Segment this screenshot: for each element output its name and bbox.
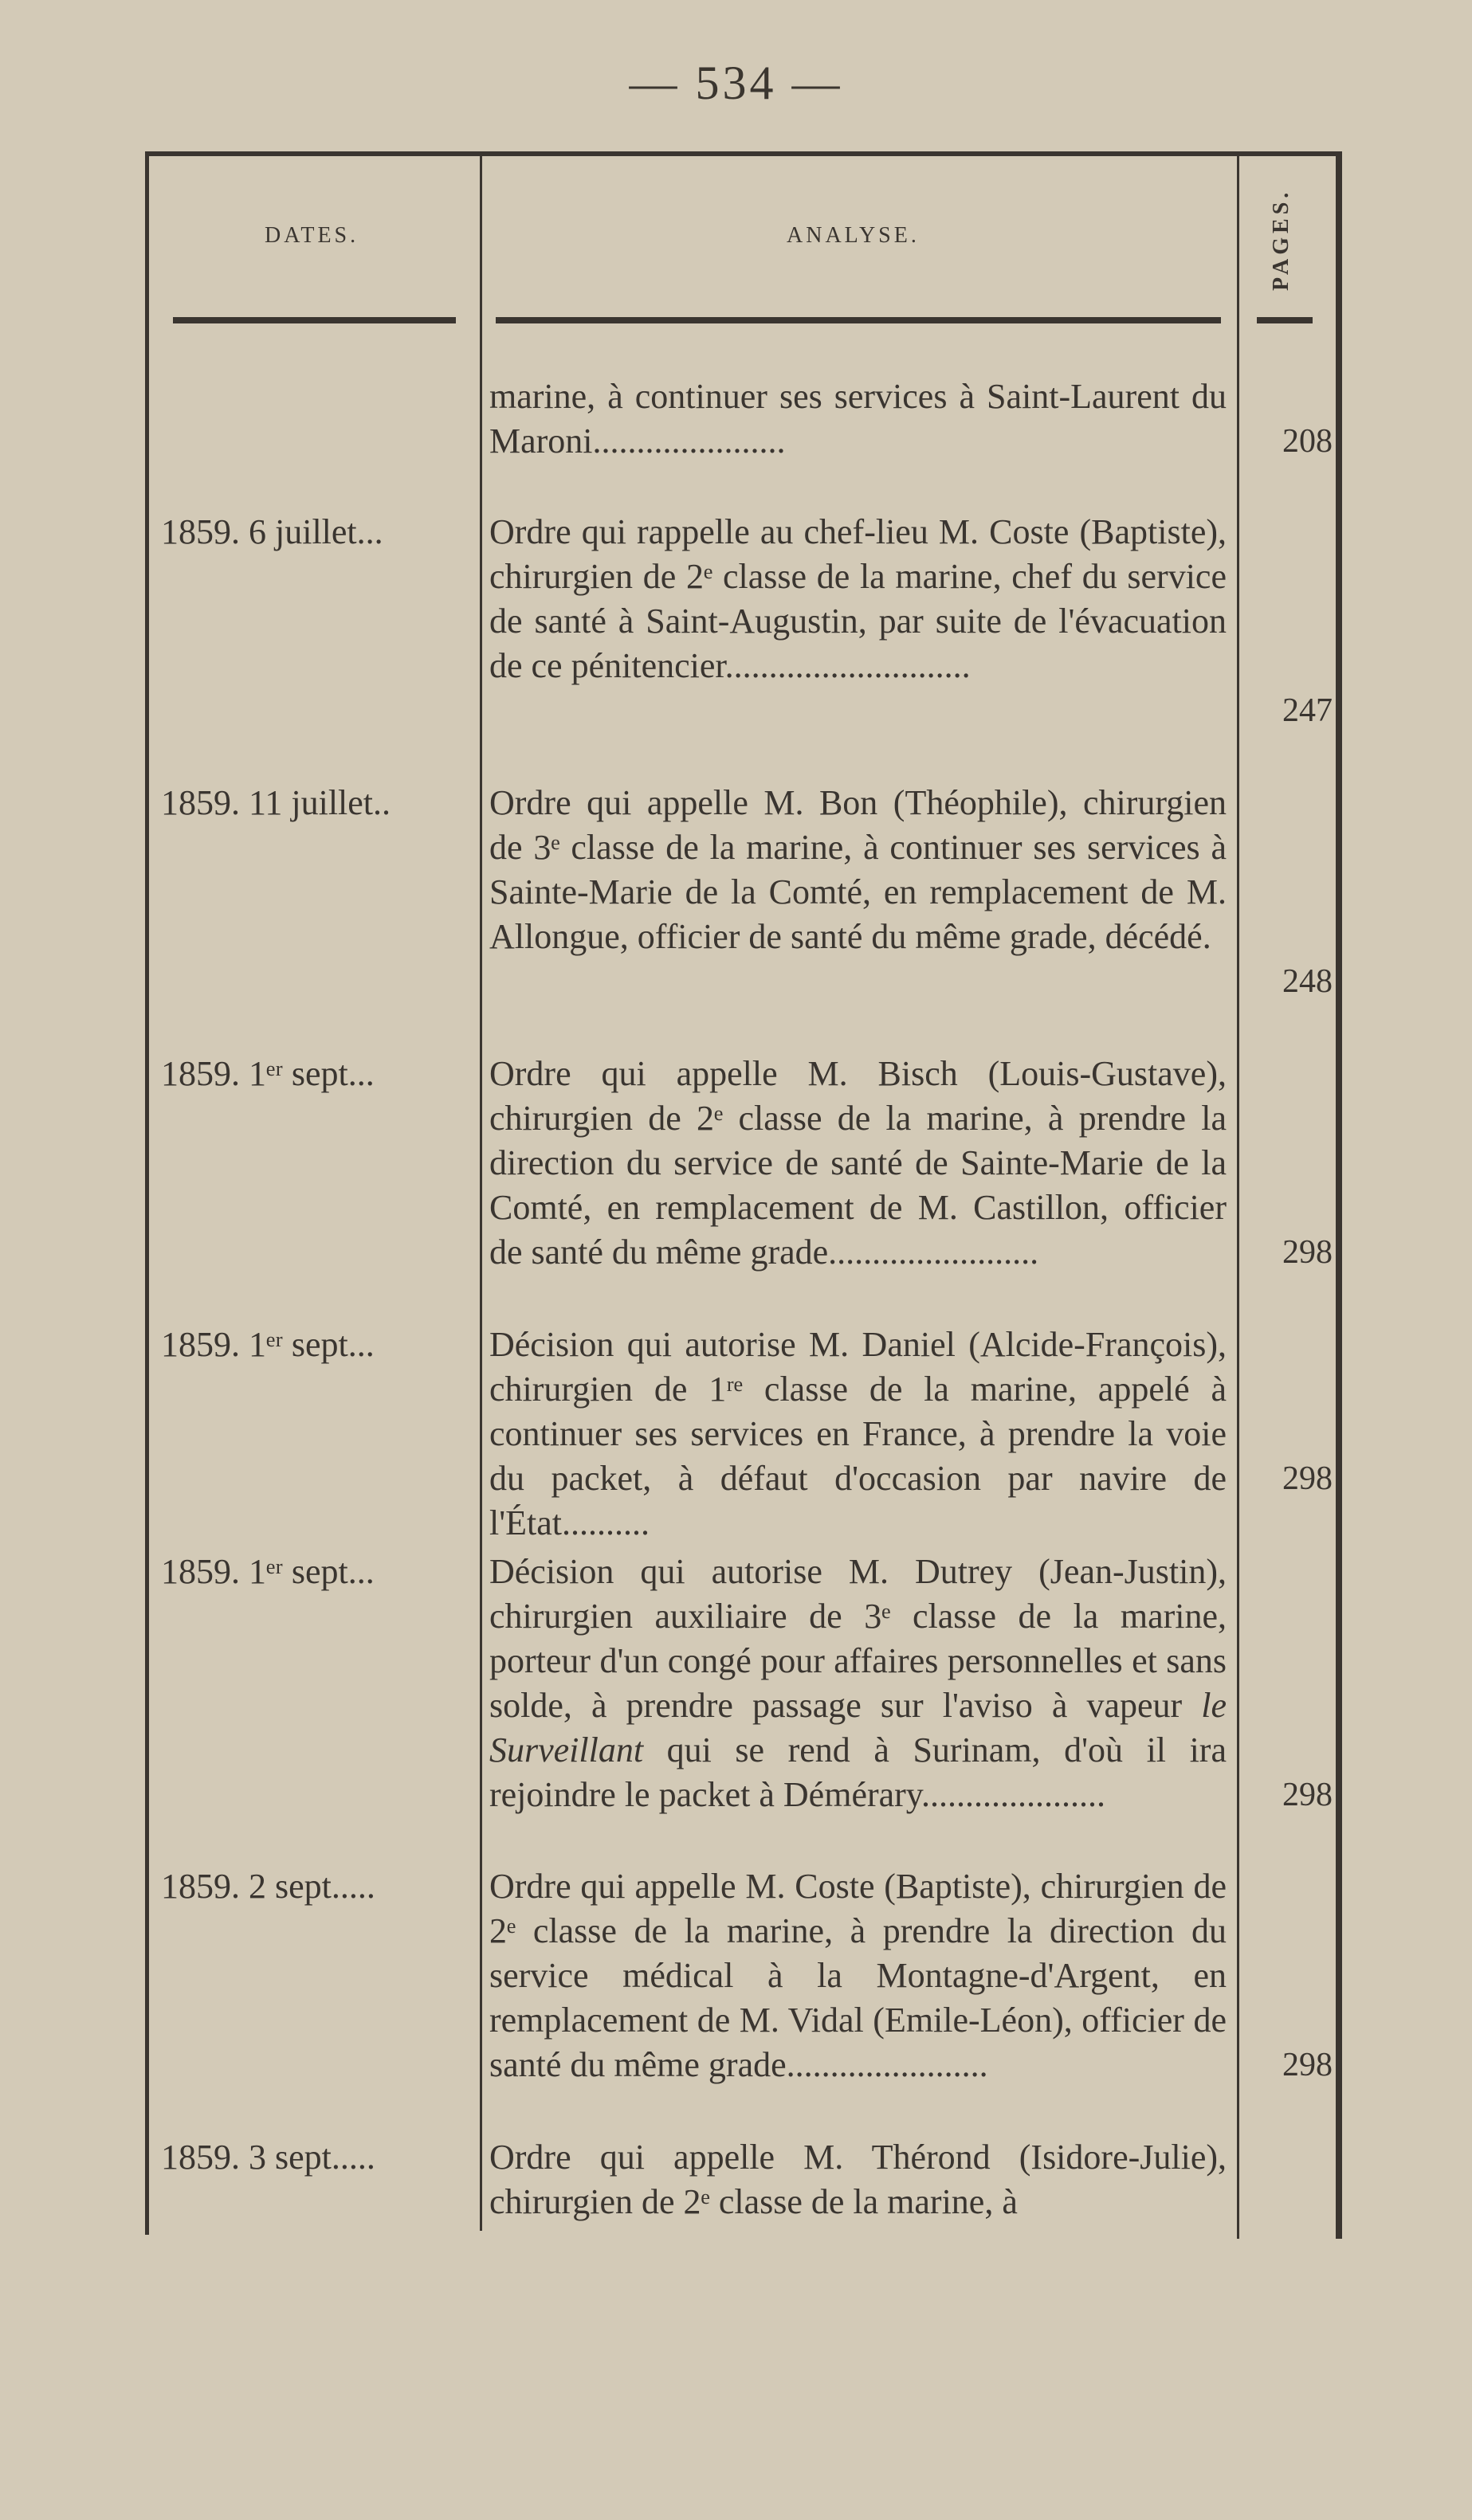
entries-list — [145, 374, 1341, 2239]
entry-page: 248 — [1282, 963, 1333, 1000]
entry-date: 1859. 2 sept..... — [161, 1867, 375, 1906]
header-rule-pages — [1257, 317, 1313, 323]
entry-analysis: Ordre qui rappelle au chef-lieu M. Coste (Baptiste), chirurgien de 2ᵉ classe de la marine, chef du service de santé à Saint-Augustin, par suite de l'évacuation de ce pénitencier............................ — [489, 512, 1227, 685]
entry-date: 1859. 11 juillet.. — [161, 783, 391, 822]
header-rule-analyse — [496, 317, 1221, 323]
index-table — [145, 151, 1341, 2235]
entry-analysis: Ordre qui appelle M. Coste (Baptiste), chirurgien de 2ᵉ classe de la marine, à prendre la direction du service médical à la Montagne-d'Argent, en remplacement de M. Vidal (Emile-Léon), officier de santé du même grade....................... — [489, 1867, 1227, 2084]
entry-analysis-part: qui se rend à Surinam, d'où il ira rejoindre le packet à Démérary..................... — [489, 1730, 1227, 1814]
table-row — [145, 1323, 1341, 1550]
header-pages: PAGES. — [1269, 188, 1293, 291]
entry-date: 1859. 1ᵉʳ sept... — [161, 1054, 375, 1093]
entry-date: 1859. 1ᵉʳ sept... — [161, 1325, 375, 1364]
table-row — [145, 1864, 1341, 2135]
entry-page: 298 — [1282, 2047, 1333, 2083]
entry-analysis: marine, à continuer ses services à Saint-Laurent du Maroni...................... — [489, 377, 1227, 460]
entry-page: 298 — [1282, 1234, 1333, 1271]
table-row — [145, 1550, 1341, 1864]
table-row — [145, 510, 1341, 781]
entry-analysis: Ordre qui appelle M. Thérond (Isidore-Julie), chirurgien de 2ᵉ classe de la marine, à — [489, 2138, 1227, 2221]
page-number: — 534 — — [629, 57, 843, 109]
entry-analysis-part: Décision qui autorise M. Dutrey (Jean-Justin), chirurgien auxiliaire de 3ᵉ classe de la marine, porteur d'un congé pour affaires personnelles et sans solde, à prendre passage sur l'aviso à vapeur — [489, 1552, 1227, 1725]
entry-page: 247 — [1282, 692, 1333, 729]
entry-page: 298 — [1282, 1460, 1333, 1497]
ship-name: le Surveillant — [489, 1686, 1227, 1769]
header-dates: DATES. — [265, 223, 359, 248]
entry-date: 1859. 3 sept..... — [161, 2138, 375, 2177]
table-row — [145, 374, 1341, 510]
header-rule-dates — [173, 317, 456, 323]
entry-analysis: Ordre qui appelle M. Bon (Théophile), chirurgien de 3ᵉ classe de la marine, à continuer ses services à Sainte-Marie de la Comté, en remplacement de M. Allongue, officier de santé du même grade, décédé. — [489, 783, 1227, 956]
table-row — [145, 2135, 1341, 2239]
entry-page: 298 — [1282, 1777, 1333, 1813]
entry-date: 1859. 6 juillet... — [161, 512, 383, 551]
header-analyse: ANALYSE. — [787, 223, 920, 248]
entry-analysis: Décision qui autorise M. Daniel (Alcide-François), chirurgien de 1ʳᵉ classe de la marine, appelé à continuer ses services en France, à prendre la voie du packet, à défaut d'occasion par navire de l'État.......... — [489, 1325, 1227, 1542]
table-top-rule — [145, 151, 1341, 156]
entry-date: 1859. 1ᵉʳ sept... — [161, 1552, 375, 1591]
entry-analysis — [489, 1550, 1227, 1817]
entry-page: 208 — [1282, 423, 1333, 460]
table-row — [145, 781, 1341, 1052]
entry-analysis: Ordre qui appelle M. Bisch (Louis-Gustave), chirurgien de 2ᵉ classe de la marine, à prendre la direction du service de santé de Sainte-Marie de la Comté, en remplacement de M. Castillon, officier de santé du même grade........................ — [489, 1054, 1227, 1272]
table-row — [145, 1052, 1341, 1323]
